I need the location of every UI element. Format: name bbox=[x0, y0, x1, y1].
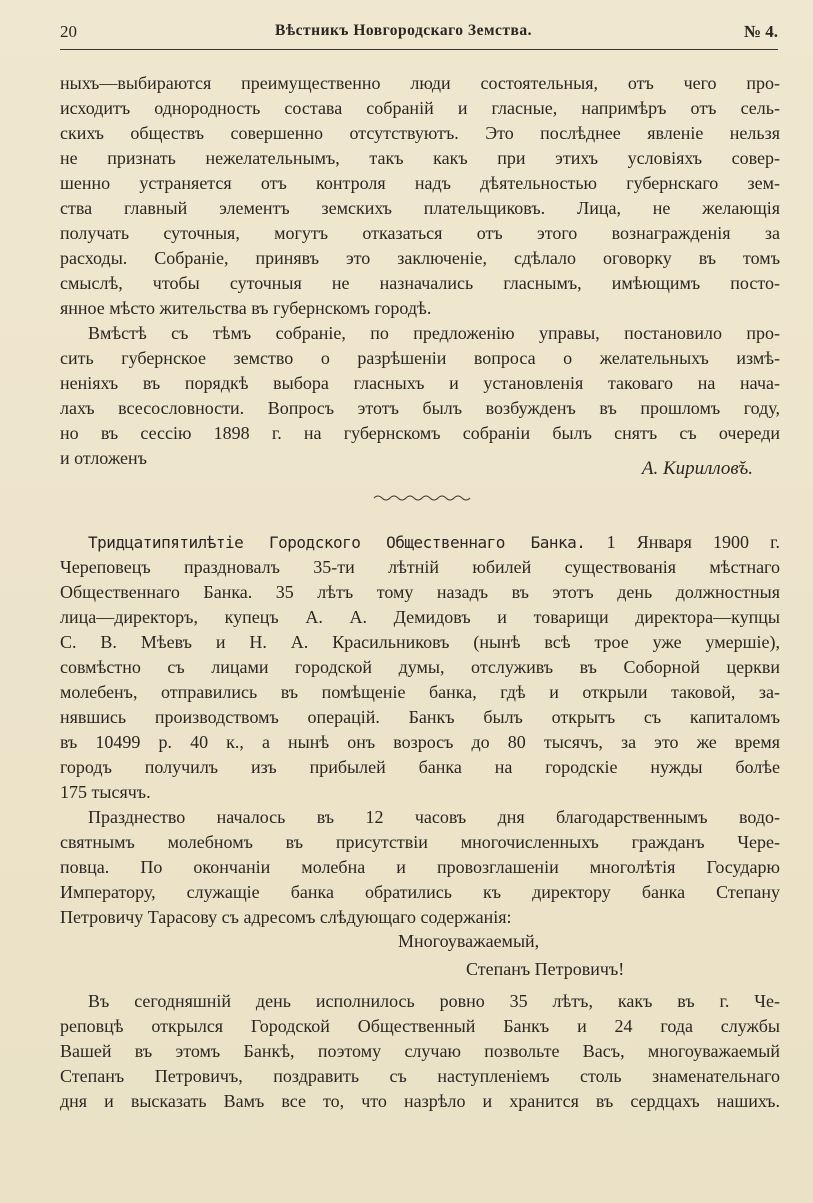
text-line: но въ сессію 1898 г. на губернскомъ собраніи былъ снятъ съ очереди bbox=[60, 423, 780, 443]
text-line: нявшись производствомъ операцій. Банкъ былъ открытъ съ капиталомъ bbox=[60, 707, 780, 727]
text-line: Петровичу Тарасову съ адресомъ слѣдующаго содержанія: bbox=[60, 907, 512, 927]
text-line: 175 тысячъ. bbox=[60, 782, 151, 802]
text-line: городъ получилъ изъ прибылей банка на городскіе нужды болѣе bbox=[60, 757, 780, 777]
text-line: Череповецъ праздновалъ 35-ти лѣтній юбилей существованія мѣстнаго bbox=[60, 557, 780, 577]
running-header bbox=[60, 22, 778, 48]
text-line: получать суточныя, могутъ отказаться отъ этого вознагражденія за bbox=[60, 223, 780, 243]
text-line: сить губернское земство о разрѣшеніи вопроса о желательныхъ измѣ- bbox=[60, 348, 780, 368]
text-line: совмѣстно съ лицами городской думы, отслуживъ въ Соборной церкви bbox=[60, 657, 780, 677]
text-line: расходы. Собраніе, принявъ это заключеніе, сдѣлало оговорку въ томъ bbox=[60, 248, 780, 268]
text-line: Степанъ Петровичъ, поздравить съ наступленіемъ столь знаменательнаго bbox=[60, 1066, 780, 1086]
text-line: исходитъ однородность состава собраній и гласные, напримѣръ отъ сель- bbox=[60, 98, 780, 118]
text-line: Празднество началось въ 12 часовъ дня благодарственнымъ водо- bbox=[88, 807, 780, 827]
text-line: Вашей въ этомъ Банкѣ, поэтому случаю позвольте Васъ, многоуважаемый bbox=[60, 1041, 780, 1061]
text-line: скихъ обществъ совершенно отсутствуютъ. Это послѣднее явленіе нельзя bbox=[60, 123, 780, 143]
article-author: А. Кириллов̆ъ. bbox=[641, 458, 753, 479]
text-line: дня и высказать Вамъ все то, что назрѣло и хранится въ сердцахъ нашихъ. bbox=[60, 1091, 780, 1111]
text-line: и отложенъ bbox=[60, 448, 147, 468]
text-line: повца. По окончаніи молебна и провозглашеніи многолѣтія Государю bbox=[60, 857, 780, 877]
salutation-line: Степанъ Петровичъ! bbox=[466, 959, 625, 979]
section-title: Тридцатипятилѣтіе Городского Общественнаго Банка. bbox=[88, 533, 586, 552]
text-line: смыслѣ, чтобы суточныя не назначались гласнымъ, имѣющимъ посто- bbox=[60, 273, 780, 293]
text-line: лица—директоръ, купецъ А. А. Демидовъ и товарищи директора—купцы bbox=[60, 607, 780, 627]
text-line: Вмѣстѣ съ тѣмъ собраніе, по предложенію управы, постановило про- bbox=[88, 323, 780, 343]
page-number: 20 bbox=[60, 22, 77, 41]
header-rule bbox=[60, 49, 778, 50]
text-line: неніяхъ въ порядкѣ выбора гласныхъ и установленія таковаго на нача- bbox=[60, 373, 780, 393]
text-line: лахъ всесословности. Вопросъ этотъ былъ возбужденъ въ прошломъ году, bbox=[60, 398, 780, 418]
text-line: шенно устраняется отъ контроля надъ дѣятельностью губернскаго зем- bbox=[60, 173, 780, 193]
salutation-line: Многоуважаемый, bbox=[398, 931, 540, 951]
text-line: Императору, служащіе банка обратились къ директору банка Степану bbox=[60, 882, 780, 902]
text-line: Въ сегодняшній день исполнилось ровно 35 лѣтъ, какъ въ г. Че- bbox=[88, 991, 780, 1011]
ornament-divider bbox=[372, 493, 472, 503]
issue-number: № 4. bbox=[743, 22, 778, 41]
text-line: ства главный элементъ земскихъ плательщиковъ. Лица, не желающія bbox=[60, 198, 780, 218]
text-line: святнымъ молебномъ въ присутствіи многочисленныхъ гражданъ Чере- bbox=[60, 832, 780, 852]
text-line: реповцѣ открылся Городской Общественный Банкъ и 24 года службы bbox=[60, 1016, 780, 1036]
text-line: С. В. Мѣевъ и Н. А. Красильниковъ (нынѣ всѣ трое уже умершіе), bbox=[60, 632, 780, 652]
text-line: ныхъ—выбираются преимущественно люди состоятельныя, отъ чего про- bbox=[60, 73, 780, 93]
journal-title: Вѣстникъ Новгородскаго Земства. bbox=[275, 22, 533, 39]
text-line: молебенъ, отправились въ помѣщеніе банка, гдѣ и открыли таковой, за- bbox=[60, 682, 780, 702]
text-line: въ 10499 р. 40 к., а нынѣ онъ возросъ до 80 тысячъ, за это же время bbox=[60, 732, 780, 752]
text-line: янное мѣсто жительства въ губернскомъ городѣ. bbox=[60, 298, 432, 318]
article-date: 1 Января 1900 г. bbox=[606, 532, 780, 552]
text-line: не признать нежелательнымъ, такъ какъ при этихъ условіяхъ совер- bbox=[60, 148, 780, 168]
text-line: Общественнаго Банка. 35 лѣтъ тому назадъ въ этотъ день должностныя bbox=[60, 582, 780, 602]
text-line bbox=[88, 531, 780, 554]
